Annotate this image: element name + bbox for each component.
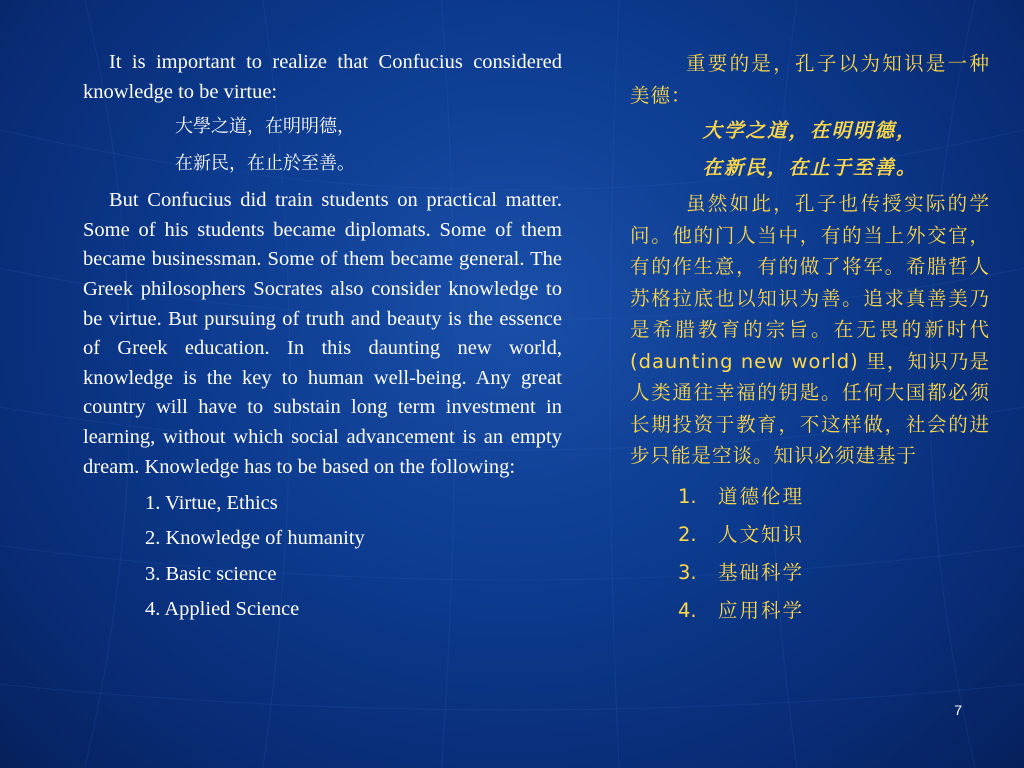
chinese-list [630, 478, 990, 630]
chinese-list-item [678, 592, 990, 630]
chinese-column [630, 48, 990, 630]
chinese-list-text: 基础科学 [718, 560, 805, 584]
english-list-item: 3. Basic science [145, 562, 277, 585]
chinese-verse-line-1: 大学之道，在明明德， [702, 119, 918, 142]
chinese-list-item [678, 478, 990, 516]
page-number: 7 [954, 702, 962, 718]
english-intro: It is important to realize that Confucius considered knowledge to be virtue: [83, 51, 562, 103]
english-verse-line-2: 在新民，在止於至善。 [175, 153, 355, 175]
chinese-list-number: 3. [678, 560, 697, 584]
english-list-item: 2. Knowledge of humanity [145, 527, 365, 550]
english-verse-line-1: 大學之道，在明明德， [175, 116, 355, 138]
chinese-list-text: 应用科学 [718, 598, 805, 622]
chinese-body: 虽然如此，孔子也传授实际的学问。他的门人当中，有的当上外交官，有的作生意，有的做了将军。希腊哲人苏格拉底也以知识为善。追求真善美乃是希腊教育的宗旨。在无畏的新时代(daunting new world) 里，知识乃是人类通往幸福的钥匙。任何大国都必须长期投资于教育，不这样做，社会的进步只能是空谈。知识必须建基于 [630, 192, 990, 467]
english-list-item: 4. Applied Science [145, 598, 300, 621]
chinese-intro: 重要的是，孔子以为知识是一种美德： [630, 52, 990, 107]
chinese-list-item [678, 554, 990, 592]
chinese-list-number: 4. [678, 598, 697, 622]
english-body: But Confucius did train students on practical matter. Some of his students became diplomats. Some of them became businessman. Some of them became general. The Greek philosophers Socrates also consider knowledge to be virtue. But pursuing of truth and beauty is the essence of Greek education. In this daunting new world, knowledge is the key to human well-being. Any great country will have to substain long term investment in learning, without which social advancement is an empty dream. Knowledge has to be based on the following: [83, 189, 562, 478]
chinese-list-number: 1. [678, 484, 697, 508]
english-list-item: 1. Virtue, Ethics [145, 492, 278, 515]
chinese-list-item [678, 516, 990, 554]
chinese-list-number: 2. [678, 522, 697, 546]
english-column [83, 48, 562, 627]
chinese-list-text: 人文知识 [718, 522, 805, 546]
english-list [83, 486, 562, 627]
chinese-verse-line-2: 在新民，在止于至善。 [702, 156, 918, 179]
chinese-list-text: 道德伦理 [718, 484, 805, 508]
